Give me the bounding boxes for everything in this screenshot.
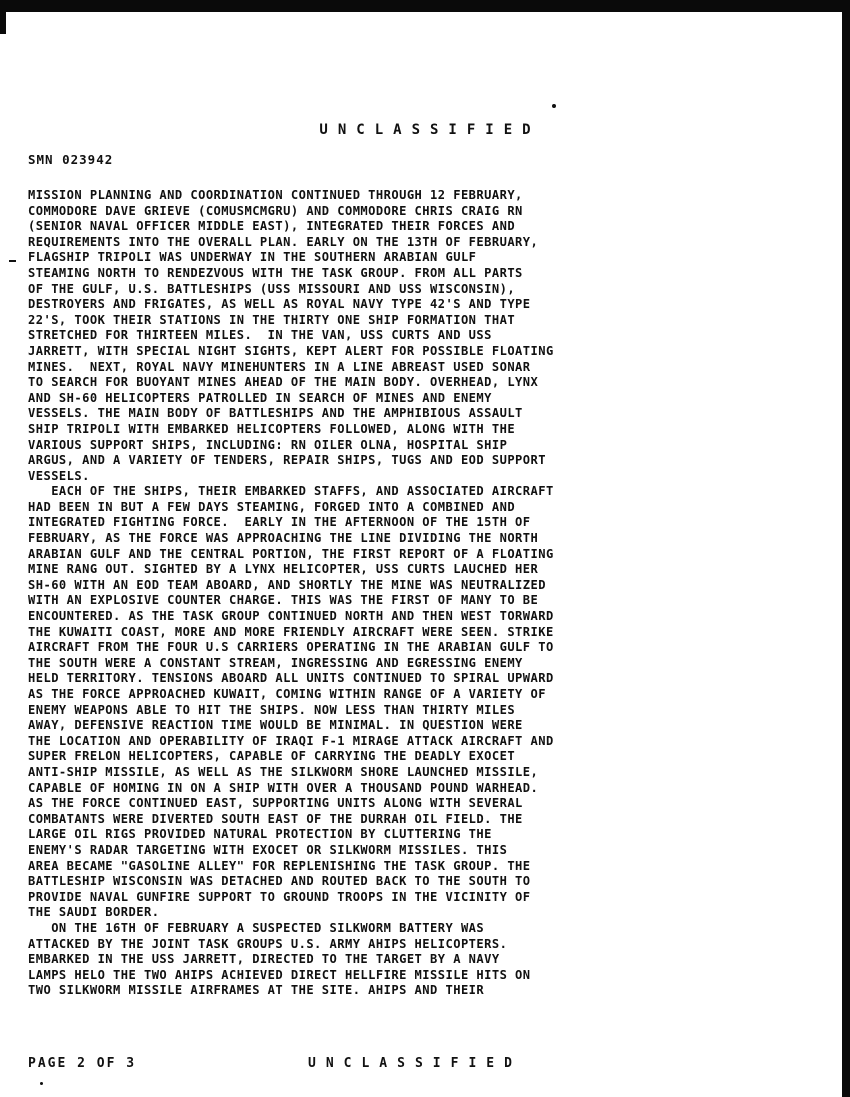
- body-line: TWO SILKWORM MISSILE AIRFRAMES AT THE SITE. AHIPS AND THEIR: [28, 983, 485, 998]
- body-line: AWAY, DEFENSIVE REACTION TIME WOULD BE MINIMAL. IN QUESTION WERE: [28, 718, 523, 733]
- classification-header: UNCLASSIFIED: [319, 122, 541, 138]
- body-line: VARIOUS SUPPORT SHIPS, INCLUDING: RN OILER OLNA, HOSPITAL SHIP: [28, 437, 508, 452]
- body-line: MINES. NEXT, ROYAL NAVY MINEHUNTERS IN A LINE ABREAST USED SONAR: [28, 359, 531, 374]
- body-line: SUPER FRELON HELICOPTERS, CAPABLE OF CARRYING THE DEADLY EXOCET: [28, 749, 516, 764]
- margin-mark: [9, 260, 16, 262]
- body-line: ARABIAN GULF AND THE CENTRAL PORTION, THE FIRST REPORT OF A FLOATING: [28, 546, 554, 561]
- body-line: REQUIREMENTS INTO THE OVERALL PLAN. EARLY ON THE 13TH OF FEBRUARY,: [28, 234, 539, 249]
- body-line: ENEMY'S RADAR TARGETING WITH EXOCET OR SILKWORM MISSILES. THIS: [28, 842, 508, 857]
- body-line: FLAGSHIP TRIPOLI WAS UNDERWAY IN THE SOUTHERN ARABIAN GULF: [28, 250, 477, 265]
- body-line: THE LOCATION AND OPERABILITY OF IRAQI F-1 MIRAGE ATTACK AIRCRAFT AND: [28, 733, 554, 748]
- body-line: AREA BECAME "GASOLINE ALLEY" FOR REPLENISHING THE TASK GROUP. THE: [28, 858, 531, 873]
- body-line: ANTI-SHIP MISSILE, AS WELL AS THE SILKWORM SHORE LAUNCHED MISSILE,: [28, 764, 539, 779]
- body-line: HAD BEEN IN BUT A FEW DAYS STEAMING, FORGED INTO A COMBINED AND: [28, 499, 516, 514]
- body-line: THE SOUTH WERE A CONSTANT STREAM, INGRESSING AND EGRESSING ENEMY: [28, 655, 523, 670]
- body-line: SH-60 WITH AN EOD TEAM ABOARD, AND SHORTLY THE MINE WAS NEUTRALIZED: [28, 577, 546, 592]
- body-line: DESTROYERS AND FRIGATES, AS WELL AS ROYAL NAVY TYPE 42'S AND TYPE: [28, 297, 531, 312]
- body-line: JARRETT, WITH SPECIAL NIGHT SIGHTS, KEPT ALERT FOR POSSIBLE FLOATING: [28, 343, 554, 358]
- body-line: ON THE 16TH OF FEBRUARY A SUSPECTED SILKWORM BATTERY WAS: [28, 920, 485, 935]
- body-line: ATTACKED BY THE JOINT TASK GROUPS U.S. ARMY AHIPS HELICOPTERS.: [28, 936, 508, 951]
- body-line: BATTLESHIP WISCONSIN WAS DETACHED AND ROUTED BACK TO THE SOUTH TO: [28, 874, 531, 889]
- body-line: (SENIOR NAVAL OFFICER MIDDLE EAST), INTEGRATED THEIR FORCES AND: [28, 219, 516, 234]
- body-line: THE KUWAITI COAST, MORE AND MORE FRIENDLY AIRCRAFT WERE SEEN. STRIKE: [28, 624, 554, 639]
- body-line: VESSELS.: [28, 468, 90, 483]
- body-line: PROVIDE NAVAL GUNFIRE SUPPORT TO GROUND TROOPS IN THE VICINITY OF: [28, 889, 531, 904]
- body-line: LARGE OIL RIGS PROVIDED NATURAL PROTECTION BY CLUTTERING THE: [28, 827, 492, 842]
- body-line: LAMPS HELO THE TWO AHIPS ACHIEVED DIRECT HELLFIRE MISSILE HITS ON: [28, 967, 531, 982]
- body-line: STEAMING NORTH TO RENDEZVOUS WITH THE TASK GROUP. FROM ALL PARTS: [28, 265, 523, 280]
- scan-right-border: [842, 0, 850, 1097]
- scan-left-border: [0, 0, 6, 34]
- body-line: MISSION PLANNING AND COORDINATION CONTINUED THROUGH 12 FEBRUARY,: [28, 188, 523, 202]
- body-line: ENEMY WEAPONS ABLE TO HIT THE SHIPS. NOW LESS THAN THIRTY MILES: [28, 702, 516, 717]
- body-line: WITH AN EXPLOSIVE COUNTER CHARGE. THIS WAS THE FIRST OF MANY TO BE: [28, 593, 539, 608]
- body-line: 22'S, TOOK THEIR STATIONS IN THE THIRTY ONE SHIP FORMATION THAT: [28, 312, 516, 327]
- body-line: INTEGRATED FIGHTING FORCE. EARLY IN THE AFTERNOON OF THE 15TH OF: [28, 515, 531, 530]
- body-line: OF THE GULF, U.S. BATTLESHIPS (USS MISSOURI AND USS WISCONSIN),: [28, 281, 516, 296]
- body-line: HELD TERRITORY. TENSIONS ABOARD ALL UNITS CONTINUED TO SPIRAL UPWARD: [28, 671, 554, 686]
- body-line: AIRCRAFT FROM THE FOUR U.S CARRIERS OPERATING IN THE ARABIAN GULF TO: [28, 640, 554, 655]
- scan-speck: [40, 1082, 43, 1085]
- body-line: COMMODORE DAVE GRIEVE (COMUSMCMGRU) AND COMMODORE CHRIS CRAIG RN: [28, 203, 523, 218]
- body-line: ARGUS, AND A VARIETY OF TENDERS, REPAIR SHIPS, TUGS AND EOD SUPPORT: [28, 453, 546, 468]
- body-line: THE SAUDI BORDER.: [28, 905, 160, 920]
- body-line: VESSELS. THE MAIN BODY OF BATTLESHIPS AND THE AMPHIBIOUS ASSAULT: [28, 406, 523, 421]
- body-line: EMBARKED IN THE USS JARRETT, DIRECTED TO THE TARGET BY A NAVY: [28, 952, 500, 967]
- body-line: COMBATANTS WERE DIVERTED SOUTH EAST OF THE DURRAH OIL FIELD. THE: [28, 811, 523, 826]
- classification-footer: UNCLASSIFIED: [308, 1056, 522, 1071]
- body-line: AS THE FORCE CONTINUED EAST, SUPPORTING UNITS ALONG WITH SEVERAL: [28, 796, 523, 811]
- body-line: ENCOUNTERED. AS THE TASK GROUP CONTINUED NORTH AND THEN WEST TORWARD: [28, 609, 554, 624]
- document-body: [28, 188, 818, 999]
- body-line: EACH OF THE SHIPS, THEIR EMBARKED STAFFS, AND ASSOCIATED AIRCRAFT: [28, 484, 554, 499]
- page-number: PAGE 2 OF 3: [28, 1056, 137, 1071]
- body-line: TO SEARCH FOR BUOYANT MINES AHEAD OF THE MAIN BODY. OVERHEAD, LYNX: [28, 375, 539, 390]
- body-line: AS THE FORCE APPROACHED KUWAIT, COMING WITHIN RANGE OF A VARIETY OF: [28, 687, 546, 701]
- document-id: SMN 023942: [28, 152, 114, 167]
- body-line: SHIP TRIPOLI WITH EMBARKED HELICOPTERS FOLLOWED, ALONG WITH THE: [28, 421, 516, 436]
- body-line: AND SH-60 HELICOPTERS PATROLLED IN SEARCH OF MINES AND ENEMY: [28, 390, 492, 405]
- scan-top-border: [0, 0, 850, 12]
- body-line: MINE RANG OUT. SIGHTED BY A LYNX HELICOPTER, USS CURTS LAUCHED HER: [28, 562, 539, 577]
- body-line: STRETCHED FOR THIRTEEN MILES. IN THE VAN, USS CURTS AND USS: [28, 328, 492, 343]
- body-line: FEBRUARY, AS THE FORCE WAS APPROACHING THE LINE DIVIDING THE NORTH: [28, 531, 539, 546]
- scan-speck: [552, 104, 556, 108]
- body-line: CAPABLE OF HOMING IN ON A SHIP WITH OVER A THOUSAND POUND WARHEAD.: [28, 780, 539, 795]
